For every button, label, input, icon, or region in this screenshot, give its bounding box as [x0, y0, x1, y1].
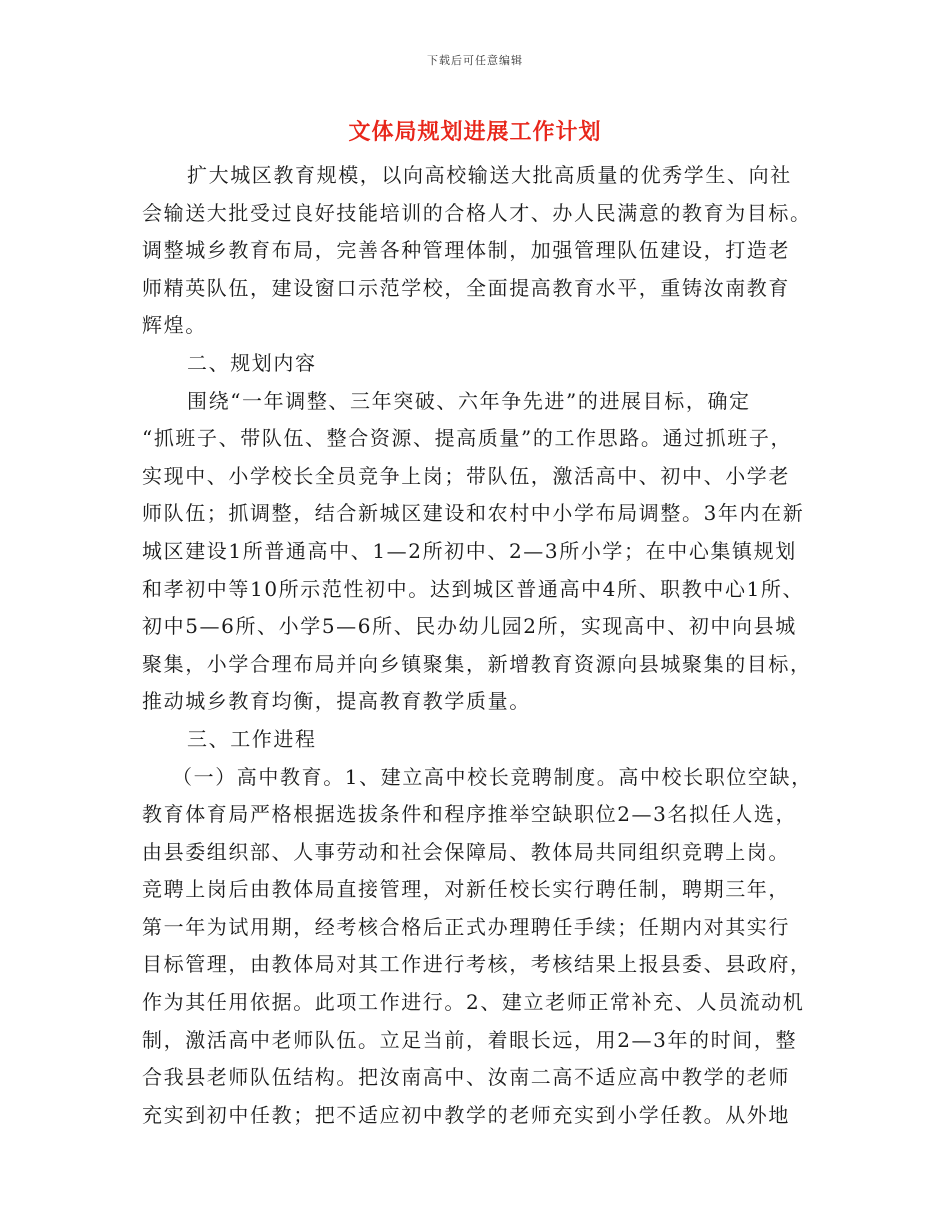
paragraph-line: （一）高中教育。1、建立高中校长竞聘制度。高中校长职位空缺， — [172, 764, 813, 789]
section-heading: 三、工作进程 — [187, 726, 317, 751]
paragraph-line: 目标管理，由教体局对其工作进行考核，考核结果上报县委、县政府， — [142, 952, 812, 977]
paragraph-line: 聚集，小学合理布局并向乡镇聚集，新增教育资源向县城聚集的目标， — [142, 651, 812, 676]
paragraph-line: 师队伍；抓调整，结合新城区建设和农村中小学布局调整。3年内在新 — [142, 501, 805, 526]
paragraph-line: 扩大城区教育规模，以向高校输送大批高质量的优秀学生、向社 — [187, 163, 792, 187]
paragraph-line: 第一年为试用期，经考核合格后正式办理聘任手续；任期内对其实行 — [142, 914, 790, 939]
paragraph-line: 围绕“一年调整、三年突破、六年争先进”的进展目标，确定 — [187, 388, 751, 413]
paragraph-line: 教育体育局严格根据选拔条件和程序推举空缺职位2—3名拟任人选， — [142, 802, 798, 827]
paragraph-line: 充实到初中任教；把不适应初中教学的老师充实到小学任教。从外地 — [142, 1102, 790, 1127]
paragraph-line: 制，激活高中老师队伍。立足当前，着眼长远，用2—3年的时间，整 — [142, 1027, 798, 1052]
paragraph-line: 辉煌。 — [142, 313, 207, 338]
paragraph-line: 和孝初中等10所示范性初中。达到城区普通高中4所、职教中心1所、 — [142, 576, 805, 601]
paragraph-line: 调整城乡教育布局，完善各种管理体制，加强管理队伍建设，打造老 — [142, 238, 790, 263]
paragraph-line: 推动城乡教育均衡，提高教育教学质量。 — [142, 689, 531, 714]
page-header-note: 下载后可任意编辑 — [427, 54, 523, 67]
paragraph-line: 会输送大批受过良好技能培训的合格人才、办人民满意的教育为目标。 — [142, 200, 812, 225]
paragraph-line: 实现中、小学校长全员竞争上岗；带队伍，激活高中、初中、小学老 — [142, 463, 790, 488]
paragraph-line: 作为其任用依据。此项工作进行。2、建立老师正常补充、人员流动机 — [142, 990, 805, 1015]
paragraph-line: 合我县老师队伍结构。把汝南高中、汝南二高不适应高中教学的老师 — [142, 1065, 790, 1090]
paragraph-line: 初中5—6所、小学5—6所、民办幼儿园2所，实现高中、初中向县城 — [142, 614, 797, 639]
paragraph-line: 由县委组织部、人事劳动和社会保障局、教体局共同组织竞聘上岗。 — [142, 839, 790, 864]
paragraph-line: “抓班子、带队伍、整合资源、提高质量”的工作思路。通过抓班子， — [142, 426, 793, 451]
document-body — [142, 160, 842, 1137]
paragraph-line: 竞聘上岗后由教体局直接管理，对新任校长实行聘任制，聘期三年， — [142, 877, 790, 902]
section-heading: 二、规划内容 — [187, 350, 317, 375]
paragraph-line: 师精英队伍，建设窗口示范学校，全面提高教育水平，重铸汝南教育 — [142, 275, 790, 300]
paragraph-line: 城区建设1所普通高中、1—2所初中、2—3所小学；在中心集镇规划 — [142, 538, 797, 563]
document-title: 文体局规划进展工作计划 — [348, 119, 602, 145]
